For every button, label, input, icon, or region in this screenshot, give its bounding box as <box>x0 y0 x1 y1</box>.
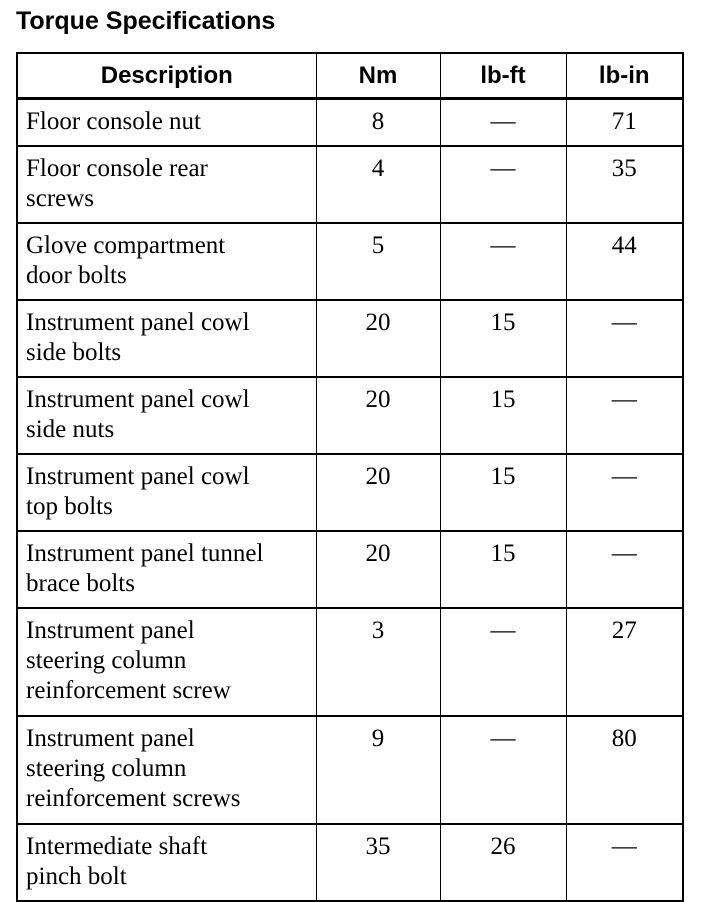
lb-ft-cell: 26 <box>440 824 566 901</box>
description-cell: Floor console rear screws <box>17 146 316 223</box>
lb-in-cell: — <box>566 824 683 901</box>
lb-in-cell: 71 <box>566 99 683 147</box>
header-nm: Nm <box>316 53 440 99</box>
lb-in-cell: — <box>566 531 683 608</box>
nm-cell: 4 <box>316 146 440 223</box>
nm-cell: 5 <box>316 223 440 300</box>
description-cell: Instrument panel cowl side nuts <box>17 377 316 454</box>
table-row <box>17 608 683 716</box>
lb-ft-cell: 15 <box>440 300 566 377</box>
torque-specifications-table <box>16 52 684 902</box>
header-description: Description <box>17 53 316 99</box>
nm-cell: 8 <box>316 99 440 147</box>
description-cell: Instrument panel steering column reinforcement screw <box>17 608 316 716</box>
description-cell: Instrument panel steering column reinforcement screws <box>17 716 316 824</box>
nm-cell: 35 <box>316 824 440 901</box>
nm-cell: 3 <box>316 608 440 716</box>
nm-cell: 20 <box>316 454 440 531</box>
header-row <box>17 53 683 99</box>
description-cell: Instrument panel cowl top bolts <box>17 454 316 531</box>
lb-ft-cell: 15 <box>440 377 566 454</box>
page-title: Torque Specifications <box>16 7 276 35</box>
table-row <box>17 824 683 901</box>
lb-in-cell: 27 <box>566 608 683 716</box>
lb-in-cell: — <box>566 377 683 454</box>
lb-in-cell: 35 <box>566 146 683 223</box>
table-header <box>17 53 683 99</box>
header-lb-in: lb-in <box>566 53 683 99</box>
description-cell: Floor console nut <box>17 99 316 147</box>
nm-cell: 20 <box>316 531 440 608</box>
nm-cell: 20 <box>316 377 440 454</box>
lb-ft-cell: — <box>440 99 566 147</box>
lb-ft-cell: — <box>440 223 566 300</box>
description-cell: Instrument panel cowl side bolts <box>17 300 316 377</box>
table-row <box>17 716 683 824</box>
lb-ft-cell: — <box>440 716 566 824</box>
table-row <box>17 454 683 531</box>
table-row <box>17 377 683 454</box>
description-cell: Intermediate shaft pinch bolt <box>17 824 316 901</box>
lb-in-cell: — <box>566 300 683 377</box>
nm-cell: 9 <box>316 716 440 824</box>
table-row <box>17 223 683 300</box>
nm-cell: 20 <box>316 300 440 377</box>
table-row <box>17 300 683 377</box>
lb-in-cell: — <box>566 454 683 531</box>
lb-ft-cell: 15 <box>440 531 566 608</box>
table-body <box>17 99 683 902</box>
lb-ft-cell: — <box>440 608 566 716</box>
lb-in-cell: 44 <box>566 223 683 300</box>
lb-ft-cell: 15 <box>440 454 566 531</box>
table-row <box>17 99 683 147</box>
lb-ft-cell: — <box>440 146 566 223</box>
description-cell: Instrument panel tunnel brace bolts <box>17 531 316 608</box>
header-lb-ft: lb-ft <box>440 53 566 99</box>
table-row <box>17 146 683 223</box>
description-cell: Glove compartment door bolts <box>17 223 316 300</box>
lb-in-cell: 80 <box>566 716 683 824</box>
table-row <box>17 531 683 608</box>
